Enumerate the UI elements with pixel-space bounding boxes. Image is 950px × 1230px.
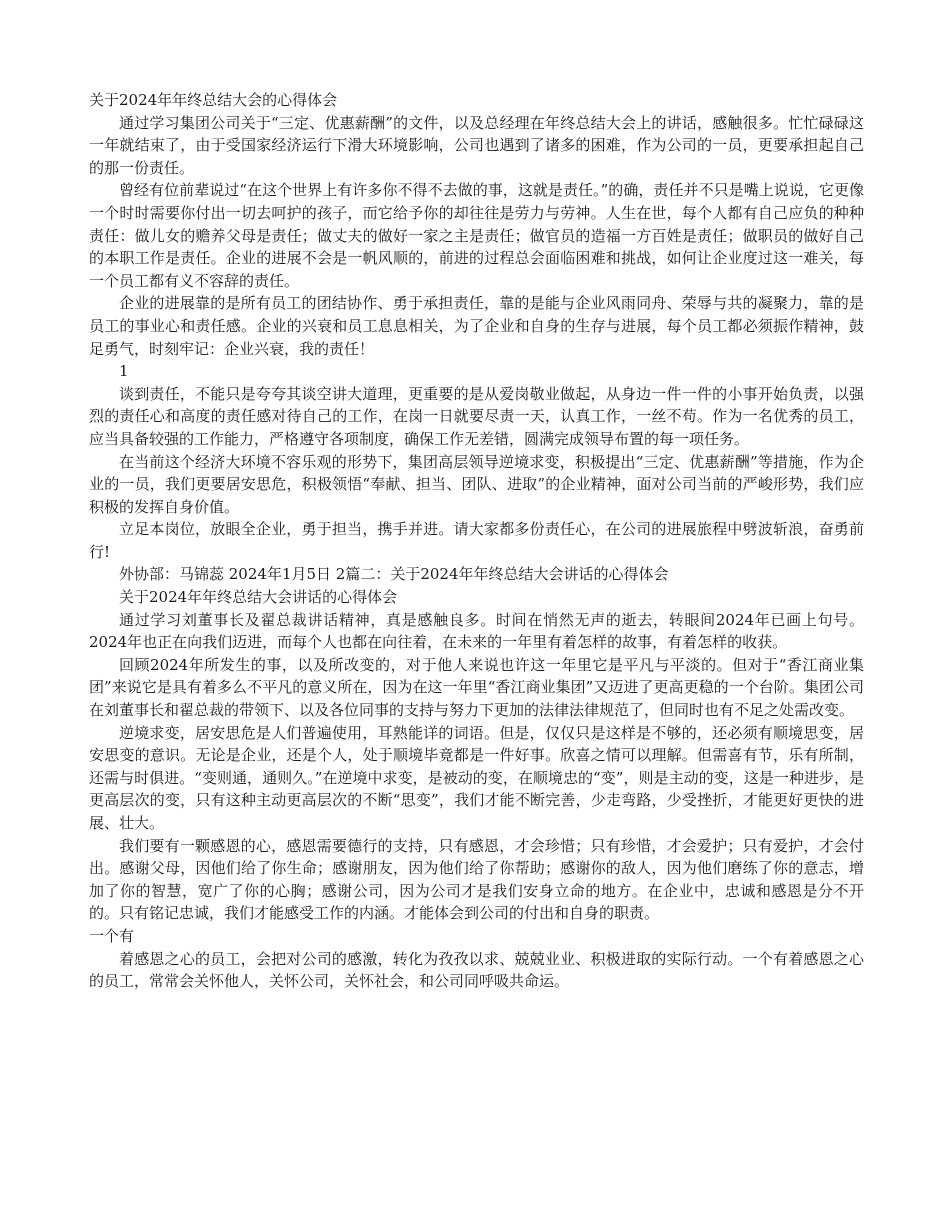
paragraph-8: 回顾2024年所发生的事，以及所改变的，对于他人来说也许这一年里它是平凡与平淡的。但对于“香江商业集团”来说它是具有着多么不平凡的意义所在，因为在这一年里“香江商业集团”又迈进了更高更稳的一个台阶。集团公司在刘董事长和翟总裁的带领下、以及各位同事的支持与努力下更加的法律法律规范了，但同时也有不足之处需改变。: [89, 655, 864, 720]
document-title: 关于2024年年终总结大会的心得体会: [89, 91, 338, 109]
paragraph-2: 曾经有位前辈说过“在这个世界上有许多你不得不去做的事，这就是责任。”的确，责任并不只是嘴上说说，它更像一个时时需要你付出一切去呵护的孩子，而它给予你的却往往是劳力与劳神。人生在世，每个人都有自己应负的种种责任：做儿女的赡养父母是责任；做丈夫的做好一家之主是责任；做官员的造福一方百姓是责任；做职员的做好自己的本职工作是责任。企业的进展不会是一帆风顺的，前进的过程总会面临困难和挑战，如何让企业度过这一难关，每一个员工都有义不容辞的责任。: [89, 181, 864, 290]
section-2-title: 关于2024年年终总结大会讲话的心得体会: [119, 588, 398, 607]
paragraph-1: 通过学习集团公司关于“三定、优惠薪酬”的文件，以及总经理在年终总结大会上的讲话，感触很多。忙忙碌碌这一年就结束了，由于受国家经济运行下滑大环境影响，公司也遇到了诸多的困难，作为公司的一员，更要承担起自己的那一份责任。: [89, 113, 864, 177]
paragraph-11: 着感恩之心的员工，会把对公司的感激，转化为孜孜以求、兢兢业业、积极进取的实际行动。一个有着感恩之心的员工，常常会关怀他人，关怀公司，关怀社会，和公司同呼吸共命运。: [89, 949, 864, 991]
page-number-marker: 1: [119, 362, 129, 381]
paragraph-6: 立足本岗位，放眼全企业，勇于担当，携手并进。请大家都多份责任心，在公司的进展旅程中劈波斩浪，奋勇前行!: [89, 520, 864, 561]
paragraph-7: 通过学习刘董事长及翟总裁讲话精神，真是感触良多。时间在悄然无声的逝去，转眼间2024年已画上句号。2024年也正在向我们迈进，而每个人也都在向往着，在未来的一年里有着怎样的故事，有着怎样的收获。: [89, 610, 864, 652]
paragraph-3: 企业的进展靠的是所有员工的团结协作、勇于承担责任，靠的是能与企业风雨同舟、荣辱与共的凝聚力，靠的是员工的事业心和责任感。企业的兴衰和员工息息相关，为了企业和自身的生存与进展，每个员工都必须振作精神，鼓足勇气，时刻牢记：企业兴衰，我的责任！: [89, 294, 864, 358]
paragraph-fragment: 一个有: [89, 926, 135, 945]
signature-line: 外协部：马锦蕊 2024年1月5日 2篇二：关于2024年年终总结大会讲话的心得体会: [119, 565, 669, 584]
paragraph-10: 我们要有一颗感恩的心，感恩需要德行的支持，只有感恩，才会珍惜；只有珍惜，才会爱护；只有爱护，才会付出。感谢父母，因他们给了你生命；感谢朋友，因为他们给了你帮助；感谢你的敌人，因为他们磨练了你的意志，增加了你的智慧，宽广了你的心胸；感谢公司，因为公司才是我们安身立命的地方。在企业中，忠诚和感恩是分不开的。只有铭记忠诚，我们才能感受工作的内涵。才能体会到公司的付出和自身的职责。: [89, 836, 864, 923]
paragraph-5: 在当前这个经济大环境不容乐观的形势下，集团高层领导逆境求变，积极提出“三定、优惠薪酬”等措施，作为企业的一员，我们更要居安思危，积极领悟“奉献、担当、团队、进取”的企业精神，面对公司当前的严峻形势，我们应积极的发挥自身价值。: [89, 452, 864, 516]
paragraph-9: 逆境求变，居安思危是人们普遍使用，耳熟能详的词语。但是，仅仅只是这样是不够的，还必须有顺境思变，居安思变的意识。无论是企业，还是个人，处于顺境毕竟都是一件好事。欣喜之情可以理解。但需喜有节，乐有所制，还需与时俱进。“变则通，通则久。”在逆境中求变，是被动的变，在顺境忠的“变”，则是主动的变，这是一种进步，是更高层次的变，只有这种主动更高层次的不断“思变”，我们才能不断完善，少走弯路，少受挫折，才能更好更快的进展、壮大。: [89, 723, 864, 832]
paragraph-4: 谈到责任，不能只是夸夸其谈空讲大道理，更重要的是从爱岗敬业做起，从身边一件一件的小事开始负责，以强烈的责任心和高度的责任感对待自己的工作，在岗一日就要尽责一天，认真工作，一丝不苟。作为一名优秀的员工，应当具备较强的工作能力，严格遵守各项制度，确保工作无差错，圆满完成领导布置的每一项任务。: [89, 384, 864, 448]
